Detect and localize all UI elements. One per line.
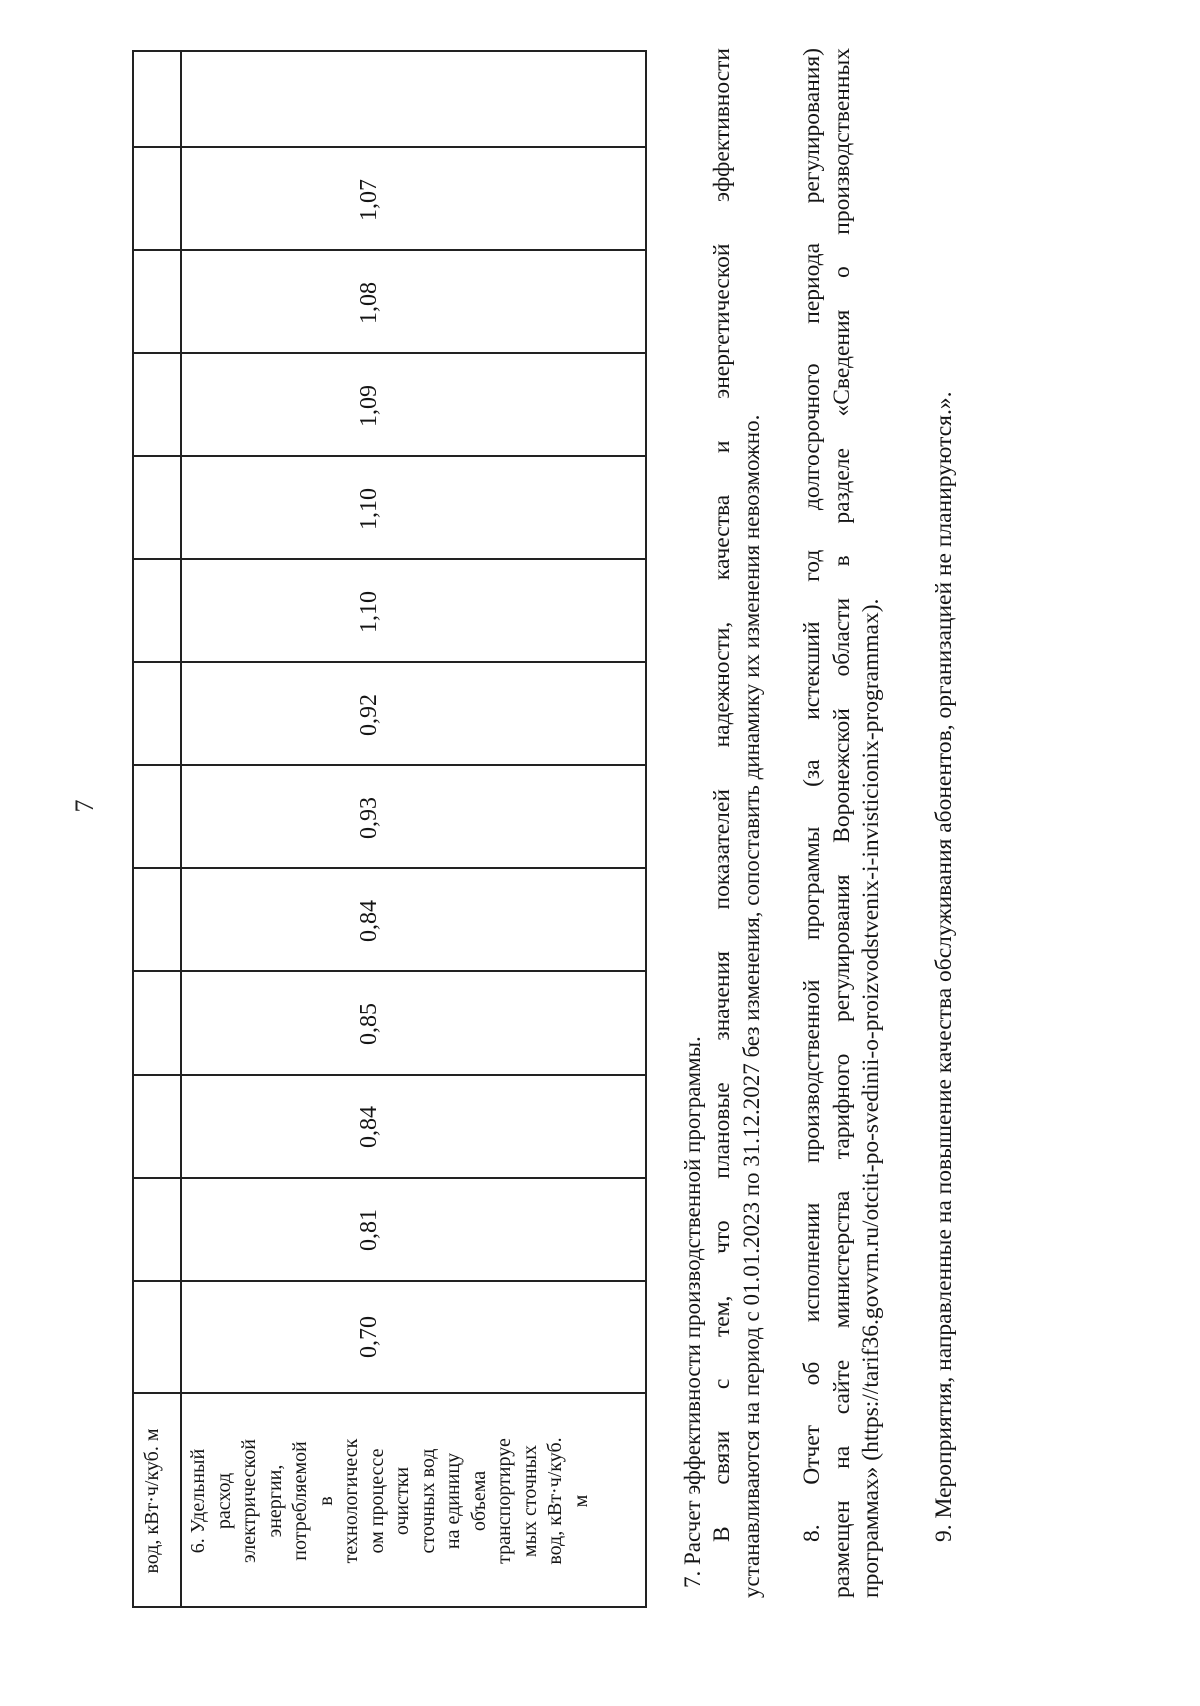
table-column-divider	[134, 249, 647, 251]
table-column-divider	[134, 455, 647, 457]
table-column-divider	[134, 764, 647, 766]
row-label-line: потребляемой	[289, 1441, 311, 1561]
row-label-line: 6. Удельный	[187, 1448, 209, 1554]
table-column-divider	[134, 352, 647, 354]
value-cell: 0,70	[356, 1316, 382, 1358]
table-column-divider	[134, 1280, 647, 1282]
table-column-divider	[134, 1177, 647, 1179]
value-cell: 0,84	[356, 900, 382, 942]
row-label-line: технологическ	[340, 1438, 362, 1564]
row-label-line: м	[569, 1494, 592, 1508]
row-label-line: на единицу	[442, 1452, 464, 1550]
page-number: 7	[70, 799, 99, 813]
section-7-heading: 7. Расчет эффективности производственной программы.	[680, 1036, 705, 1588]
row-label-line: вод, кВт·ч/куб.	[544, 1437, 566, 1565]
section-8-line-3: программах» (https://tarif36.govvrn.ru/otciti-po-svedinii-o-proizvodstvenix-i-invisticionix-programmax).	[858, 598, 884, 1598]
row-label-line: объема	[467, 1470, 490, 1532]
row-label-line: ом процессе	[365, 1448, 388, 1554]
value-cell: 1,10	[356, 591, 382, 633]
value-cell: 0,84	[356, 1106, 382, 1148]
value-cell: 0,92	[356, 694, 382, 736]
table-column-divider	[134, 146, 647, 148]
row-label-line: расход	[212, 1472, 235, 1530]
table-column-divider	[134, 1074, 647, 1076]
row-label-line: сточных вод	[416, 1448, 439, 1554]
table-column-divider	[134, 867, 647, 869]
section-8	[798, 48, 887, 1598]
value-cell: 1,10	[356, 488, 382, 530]
value-cell: 0,93	[356, 797, 382, 839]
previous-row-tail: вод, кВт·ч/куб. м	[141, 1428, 163, 1574]
row-label-line: транспортируе	[493, 1438, 515, 1564]
row-6-label	[186, 1398, 594, 1604]
value-cell: 1,09	[356, 385, 382, 427]
section-7-line-2: устанавливаются на период с 01.01.2023 по 31.12.2027 без изменения, сопоставить динамику их изменения невозможно.	[739, 414, 764, 1598]
value-cell: 0,85	[356, 1003, 382, 1045]
value-cell: 0,81	[356, 1209, 382, 1251]
indicators-table	[132, 50, 647, 1608]
section-8-line-1: 8. Отчет об исполнении производственной программы (за истекший год долгосрочного периода регулирования)	[799, 48, 825, 1542]
section-9	[930, 48, 960, 1598]
value-cell: 1,08	[356, 282, 382, 324]
value-cell: 1,07	[356, 179, 382, 221]
table-column-divider	[134, 661, 647, 663]
table-column-divider	[134, 970, 647, 972]
row-label-line: энергии,	[263, 1464, 286, 1538]
section-7-line-1: В связи с тем, что плановые значения показателей надежности, качества и энергетической эффективности	[708, 48, 735, 1542]
table-row-divider	[180, 50, 182, 1606]
row-label-line: очистки	[391, 1466, 413, 1536]
section-9-line-1: 9. Мероприятия, направленные на повышение качества обслуживания абонентов, организацией не планируются.».	[931, 391, 957, 1542]
section-7	[678, 48, 767, 1598]
row-label-line: электрической	[238, 1439, 260, 1563]
table-column-divider	[134, 1392, 647, 1394]
row-label-line: мых сточных	[518, 1444, 541, 1558]
section-8-line-2: размещен на сайте министерства тарифного регулирования Воронежской области в разделе «Сведения о производственных	[828, 48, 855, 1598]
row-label-line: в	[314, 1496, 337, 1506]
table-column-divider	[134, 558, 647, 560]
